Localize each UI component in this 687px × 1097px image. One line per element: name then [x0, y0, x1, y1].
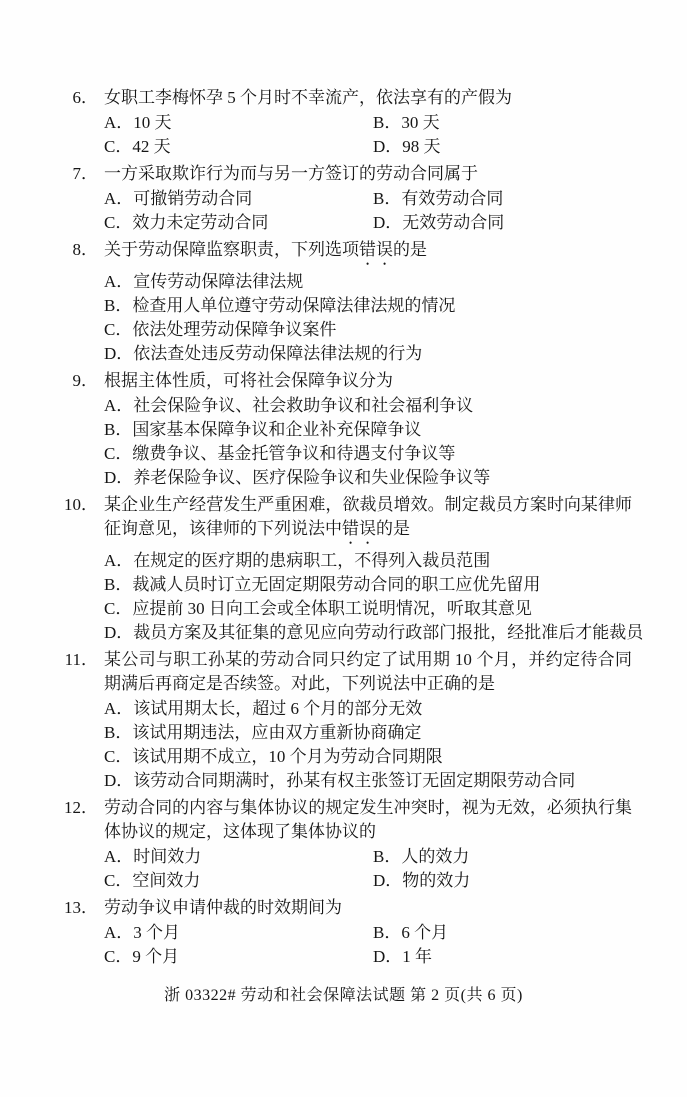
- option-label: A．: [104, 189, 134, 208]
- option: [373, 921, 632, 945]
- option-label: C．: [104, 444, 133, 463]
- option-label: A．: [104, 396, 134, 415]
- option: [104, 394, 632, 418]
- option: [104, 294, 632, 318]
- option: [104, 135, 373, 159]
- option-text: 社会保险争议、社会救助争议和社会福利争议: [133, 396, 474, 415]
- option: [104, 418, 632, 442]
- option-list: [104, 921, 632, 969]
- question: [60, 896, 639, 969]
- option: [104, 621, 644, 645]
- option: [104, 769, 632, 793]
- option-label: C．: [104, 871, 133, 890]
- option-text: 人的效力: [401, 847, 470, 866]
- option: [373, 945, 632, 969]
- option-text: 该试用期违法，应由双方重新协商确定: [132, 723, 422, 742]
- question: [60, 493, 644, 645]
- question-body: [104, 162, 632, 235]
- option-label: A．: [104, 847, 134, 866]
- option: [104, 869, 373, 893]
- option-text: 10 天: [133, 113, 172, 132]
- question-stem: 根据主体性质，可将社会保障争议分为: [104, 371, 393, 390]
- option-label: C．: [104, 947, 133, 966]
- question-stem: 劳动争议申请仲裁的时效期间为: [104, 898, 342, 917]
- option-text: 6 个月: [401, 923, 449, 942]
- option-label: D．: [104, 344, 134, 363]
- option-label: B．: [104, 575, 133, 594]
- option-label: B．: [373, 113, 402, 132]
- question-number: 9．: [72, 371, 98, 390]
- option: [104, 697, 632, 721]
- option: [104, 270, 632, 294]
- question: [60, 369, 639, 490]
- option: [104, 597, 632, 621]
- page-footer: 浙 03322# 劳动和社会保障法试题 第 2 页(共 6 页): [164, 987, 523, 1004]
- option-label: B．: [373, 847, 402, 866]
- option-text: 养老保险争议、医疗保险争议和失业保险争议等: [133, 468, 491, 487]
- option-label: D．: [104, 623, 134, 642]
- question-body: [104, 648, 632, 793]
- option: [104, 211, 373, 235]
- option: [104, 845, 373, 869]
- option-text: 裁减人员时订立无固定期限劳动合同的职工应优先留用: [132, 575, 541, 594]
- emphasized-text: 错误: [342, 519, 376, 538]
- option: [104, 442, 632, 466]
- option-label: B．: [104, 420, 133, 439]
- option-label: A．: [104, 272, 134, 291]
- option-text: 9 个月: [132, 947, 180, 966]
- option-list: [104, 845, 632, 893]
- question-number: 12．: [64, 798, 98, 817]
- option-label: D．: [373, 871, 403, 890]
- question-number: 13．: [64, 898, 98, 917]
- option: [104, 342, 632, 366]
- option-label: C．: [104, 599, 133, 618]
- question-stem: 一方采取欺诈行为而与另一方签订的劳动合同属于: [104, 164, 478, 183]
- question-body: [104, 369, 632, 490]
- question-list: [60, 86, 644, 969]
- option-text: 依法处理劳动保障争议案件: [132, 320, 337, 339]
- option-text: 应提前 30 日向工会或全体职工说明情况，听取其意见: [132, 599, 532, 618]
- option-text: 98 天: [402, 137, 441, 156]
- option-list: [104, 549, 644, 645]
- question-stem: 女职工李梅怀孕 5 个月时不幸流产，依法享有的产假为: [104, 88, 512, 107]
- question-number: 10．: [64, 495, 98, 514]
- option-label: D．: [373, 137, 403, 156]
- option: [104, 945, 373, 969]
- option: [373, 211, 632, 235]
- option-label: D．: [373, 213, 403, 232]
- option-label: A．: [104, 113, 134, 132]
- question-stem: 关于劳动保障监察职责，下列选项错误的是: [104, 240, 427, 259]
- question-number: 11．: [64, 650, 98, 669]
- option-label: A．: [104, 551, 134, 570]
- question-body: [104, 238, 632, 366]
- question: [60, 796, 639, 893]
- option-label: C．: [104, 213, 133, 232]
- option-text: 30 天: [401, 113, 440, 132]
- option-label: C．: [104, 747, 133, 766]
- option-list: [104, 111, 632, 159]
- question: [60, 162, 639, 235]
- question: [60, 86, 639, 159]
- option-text: 依法查处违反劳动保障法律法规的行为: [133, 344, 423, 363]
- option-text: 空间效力: [132, 871, 201, 890]
- option-text: 时间效力: [133, 847, 202, 866]
- question-body: [104, 86, 632, 159]
- question-stem: 某公司与职工孙某的劳动合同只约定了试用期 10 个月，并约定待合同期满后再商定是否续签。对此，下列说法中正确的是: [104, 650, 632, 693]
- option-text: 在规定的医疗期的患病职工，不得列入裁员范围: [133, 551, 491, 570]
- option-label: C．: [104, 320, 133, 339]
- option: [104, 111, 373, 135]
- question: [60, 648, 639, 793]
- option-text: 国家基本保障争议和企业补充保障争议: [132, 420, 422, 439]
- option-label: D．: [104, 468, 134, 487]
- question-number: 6．: [72, 88, 98, 107]
- option-list: [104, 394, 632, 490]
- option-text: 裁员方案及其征集的意见应向劳动行政部门报批，经批准后才能裁员: [133, 623, 644, 642]
- option: [104, 921, 373, 945]
- option-label: A．: [104, 923, 134, 942]
- option-text: 该试用期不成立，10 个月为劳动合同期限: [132, 747, 443, 766]
- option: [104, 745, 632, 769]
- option-list: [104, 270, 632, 366]
- question-number: 8．: [72, 240, 98, 259]
- question-number: 7．: [72, 164, 98, 183]
- question-stem: 劳动合同的内容与集体协议的规定发生冲突时，视为无效，必须执行集体协议的规定，这体现了集体协议的: [104, 798, 632, 841]
- option: [104, 721, 632, 745]
- question-body: [104, 896, 632, 969]
- option-text: 1 年: [402, 947, 433, 966]
- option-label: B．: [373, 189, 402, 208]
- option-list: [104, 697, 632, 793]
- question-body: [104, 493, 644, 645]
- option: [373, 845, 632, 869]
- option-text: 42 天: [132, 137, 171, 156]
- option: [104, 573, 632, 597]
- emphasized-text: 错误: [359, 240, 393, 259]
- option-text: 宣传劳动保障法律法规: [133, 272, 304, 291]
- option-label: D．: [104, 771, 134, 790]
- option: [373, 135, 632, 159]
- question-body: [104, 796, 632, 893]
- option-label: C．: [104, 137, 133, 156]
- option: [104, 187, 373, 211]
- option-text: 无效劳动合同: [402, 213, 505, 232]
- option-text: 物的效力: [402, 871, 471, 890]
- option-label: B．: [104, 723, 133, 742]
- option: [373, 111, 632, 135]
- option-text: 该试用期太长，超过 6 个月的部分无效: [133, 699, 423, 718]
- option-list: [104, 187, 632, 235]
- option-text: 缴费争议、基金托管争议和待遇支付争议等: [132, 444, 456, 463]
- option-text: 检查用人单位遵守劳动保障法律法规的情况: [132, 296, 456, 315]
- option-label: D．: [373, 947, 403, 966]
- option-text: 可撤销劳动合同: [133, 189, 253, 208]
- option-label: A．: [104, 699, 134, 718]
- option-text: 效力未定劳动合同: [132, 213, 269, 232]
- option: [104, 318, 632, 342]
- option: [373, 869, 632, 893]
- option-label: B．: [373, 923, 402, 942]
- option-text: 该劳动合同期满时，孙某有权主张签订无固定期限劳动合同: [133, 771, 576, 790]
- question: [60, 238, 639, 366]
- option-text: 有效劳动合同: [401, 189, 504, 208]
- option: [104, 549, 632, 573]
- option-label: B．: [104, 296, 133, 315]
- question-stem: 某企业生产经营发生严重困难，欲裁员增效。制定裁员方案时向某律师征询意见，该律师的下列说法中错误的是: [104, 495, 632, 538]
- option: [104, 466, 632, 490]
- option-text: 3 个月: [133, 923, 181, 942]
- option: [373, 187, 632, 211]
